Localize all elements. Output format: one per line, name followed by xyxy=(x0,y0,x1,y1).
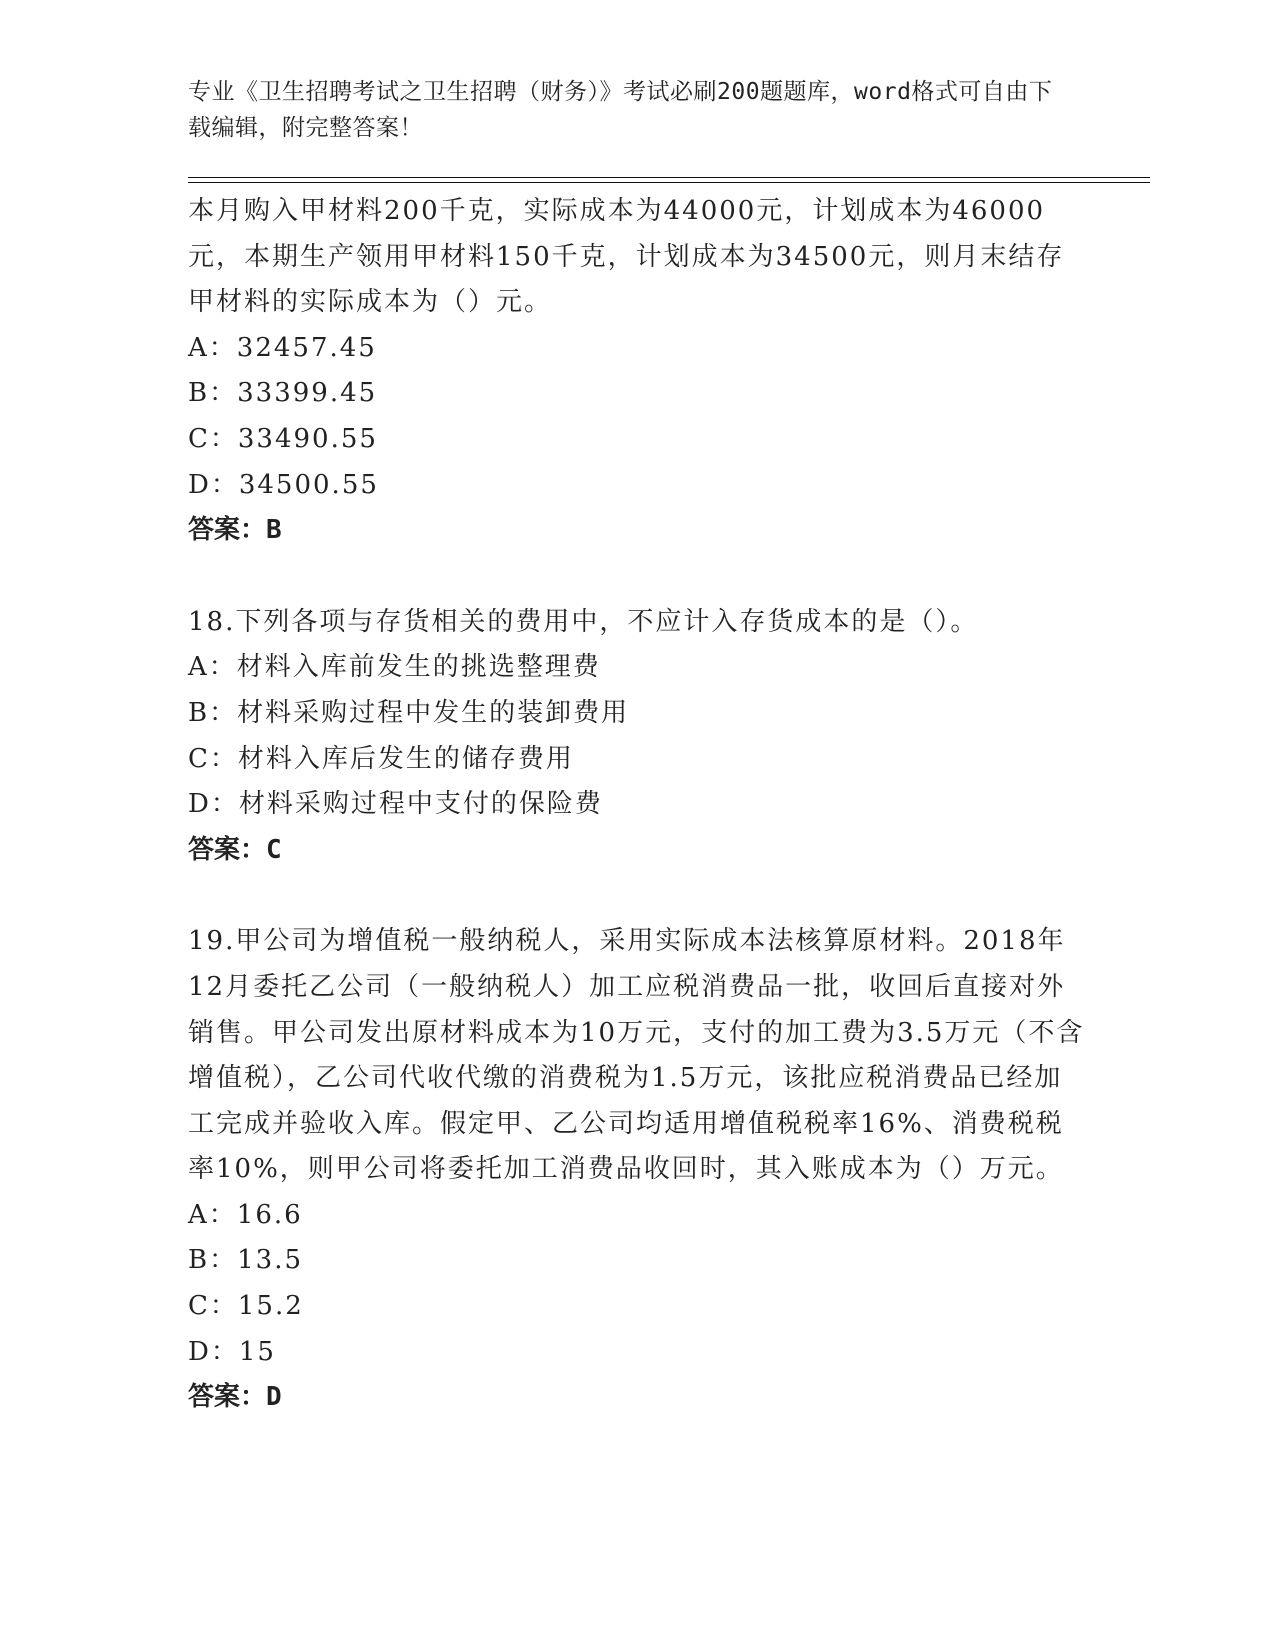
answer-line: 答案：B xyxy=(188,515,282,546)
option-b: B：材料采购过程中发生的装卸费用 xyxy=(188,697,630,728)
answer-line: 答案：D xyxy=(188,1382,282,1413)
question-stem: 19.甲公司为增值税一般纳税人，采用实际成本法核算原材料。2018年12月委托乙公司（一般纳税人）加工应税消费品一批，收回后直接对外销售。甲公司发出原材料成本为10万元，支付的加工费为3.5万元（不含增值税），乙公司代收代缴的消费税为1.5万元，该批应税消费品已经加工完成并验收入库。假定甲、乙公司均适用增值税税率16%、消费税税率10%，则甲公司将委托加工消费品收回时，其入账成本为（）万元。 xyxy=(188,926,1085,1185)
option-b: B：33399.45 xyxy=(188,378,378,409)
option-d: D：15 xyxy=(188,1336,276,1367)
option-c: C：15.2 xyxy=(188,1291,304,1322)
option-c: C：33490.55 xyxy=(188,423,378,454)
question-stem: 18.下列各项与存货相关的费用中，不应计入存货成本的是（）。 xyxy=(188,606,979,637)
question-list xyxy=(188,189,1088,1421)
option-b: B：13.5 xyxy=(188,1245,303,1276)
option-d: D：材料采购过程中支付的保险费 xyxy=(188,789,603,820)
question-block xyxy=(188,600,1088,874)
question-block xyxy=(188,919,1088,1421)
header-rule-top xyxy=(188,177,1150,178)
question-block xyxy=(188,189,1088,554)
question-spacer xyxy=(188,554,1088,600)
option-a: A：32457.45 xyxy=(188,332,377,363)
option-c: C：材料入库后发生的储存费用 xyxy=(188,743,574,774)
header-rule-bottom xyxy=(188,182,1150,183)
document-header: 专业《卫生招聘考试之卫生招聘（财务）》考试必刷200题题库，word格式可自由下载编辑，附完整答案！ xyxy=(188,79,1053,141)
option-a: A：材料入库前发生的挑选整理费 xyxy=(188,652,601,683)
question-stem: 本月购入甲材料200千克，实际成本为44000元，计划成本为46000元，本期生产领用甲材料150千克，计划成本为34500元，则月末结存甲材料的实际成本为（）元。 xyxy=(188,196,1065,318)
question-spacer xyxy=(188,873,1088,919)
option-d: D：34500.55 xyxy=(188,469,379,500)
answer-line: 答案：C xyxy=(188,834,282,865)
option-a: A：16.6 xyxy=(188,1199,303,1230)
